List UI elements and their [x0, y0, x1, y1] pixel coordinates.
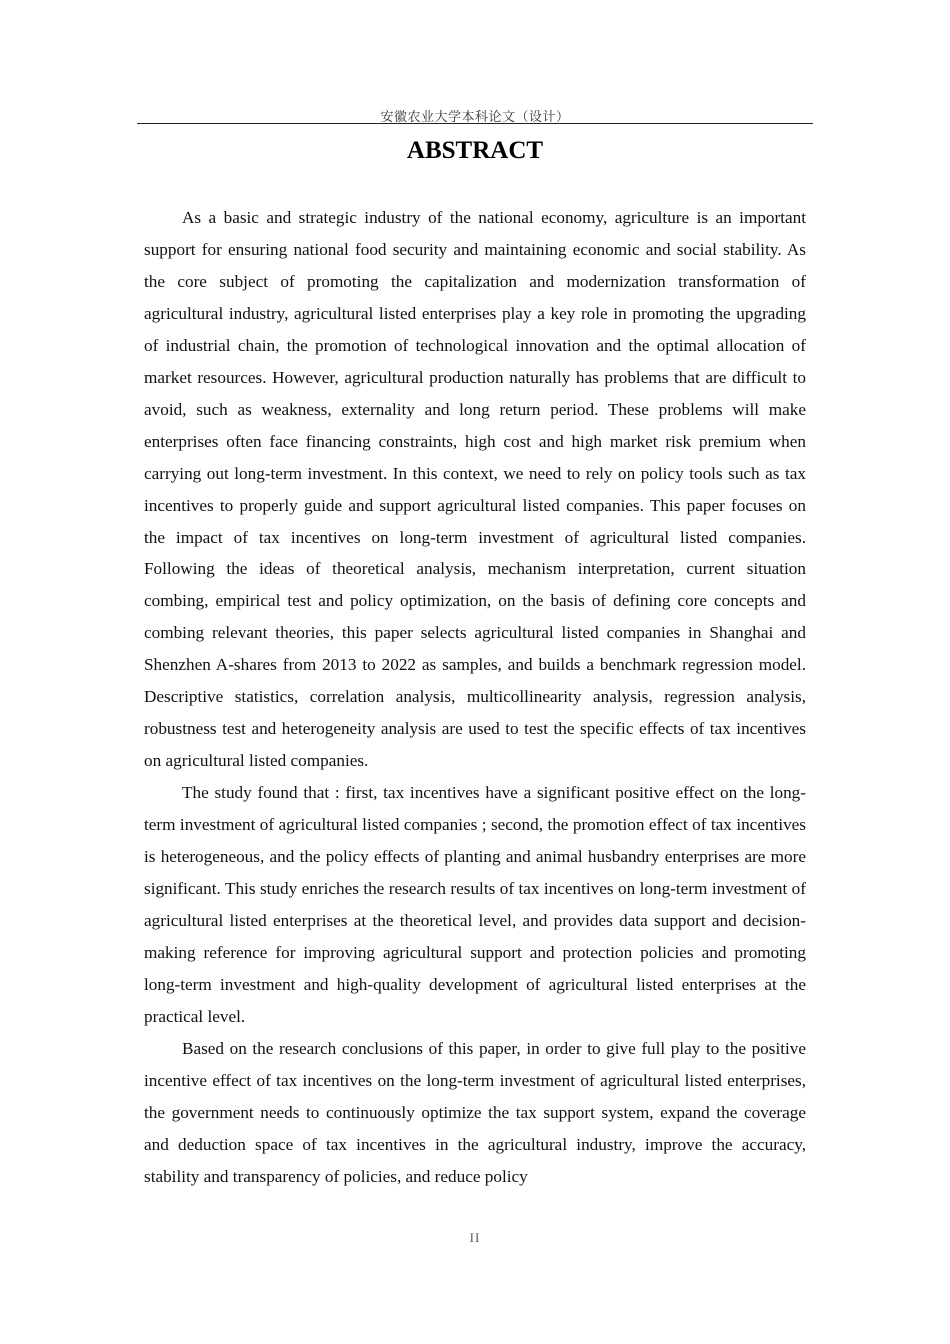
- abstract-paragraph-1: As a basic and strategic industry of the national economy, agriculture is an important support for ensuring national food security and maintaining economic and social stability. As the core subject of promoting the capitalization and modernization transformation of agricultural industry, agricultural listed enterprises play a key role in promoting the upgrading of industrial chain, the promotion of technological innovation and the optimal allocation of market resources. However, agricultural production naturally has problems that are difficult to avoid, such as weakness, externality and long return period. These problems will make enterprises often face financing constraints, high cost and high market risk premium when carrying out long-term investment. In this context, we need to rely on policy tools such as tax incentives to properly guide and support agricultural listed companies. This paper focuses on the impact of tax incentives on long-term investment of agricultural listed companies. Following the ideas of theoretical analysis, mechanism interpretation, current situation combing, empirical test and policy optimization, on the basis of defining core concepts and combing relevant theories, this paper selects agricultural listed companies in Shanghai and Shenzhen A-shares from 2013 to 2022 as samples, and builds a benchmark regression model. Descriptive statistics, correlation analysis, multicollinearity analysis, regression analysis, robustness test and heterogeneity analysis are used to test the specific effects of tax incentives on agricultural listed companies.: [144, 208, 806, 771]
- abstract-paragraph-2: The study found that : first, tax incentives have a significant positive effect on the long-term investment of agricultural listed companies ; second, the promotion effect of tax incentives is heterogeneous, and the policy effects of planting and animal husbandry enterprises are more significant. This study enriches the research results of tax incentives on long-term investment of agricultural listed enterprises at the theoretical level, and provides data support and decision-making reference for improving agricultural support and protection policies and promoting long-term investment and high-quality development of agricultural listed enterprises at the practical level.: [144, 783, 806, 1026]
- page-number: II: [469, 1230, 481, 1245]
- abstract-body: [144, 202, 806, 1193]
- running-header: 安徽农业大学本科论文（设计）: [380, 110, 570, 125]
- abstract-title: ABSTRACT: [406, 137, 544, 164]
- header-divider: [137, 123, 813, 124]
- abstract-paragraph-3: Based on the research conclusions of this paper, in order to give full play to the positive incentive effect of tax incentives on the long-term investment of agricultural listed enterprises, the government needs to continuously optimize the tax support system, expand the coverage and deduction space of tax incentives in the agricultural industry, improve the accuracy, stability and transparency of policies, and reduce policy: [144, 1038, 806, 1186]
